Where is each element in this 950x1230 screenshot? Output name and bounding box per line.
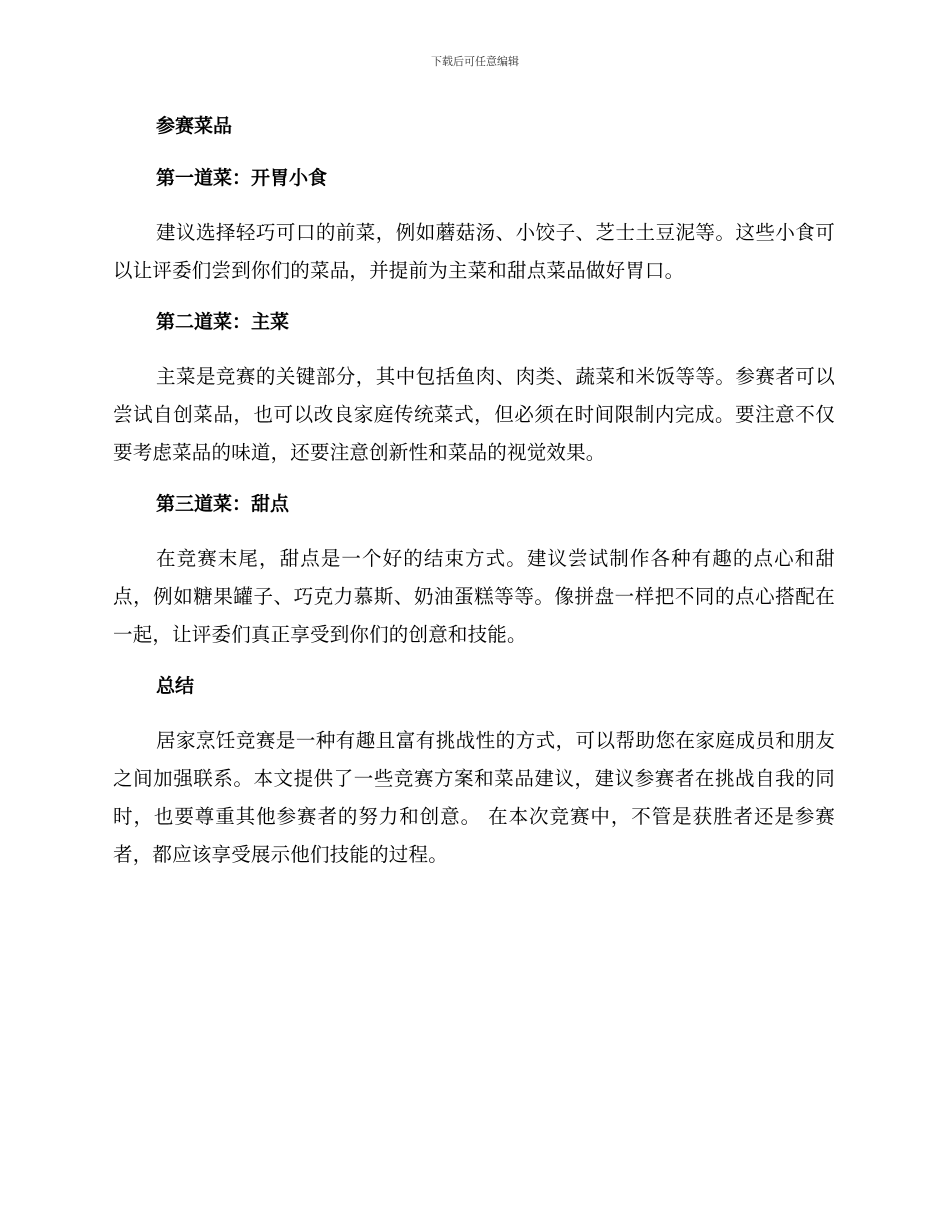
- course2-paragraph: 主菜是竞赛的关键部分，其中包括鱼肉、肉类、蔬菜和米饭等等。参赛者可以尝试自创菜品，也可以改良家庭传统菜式，但必须在时间限制内完成。要注意不仅要考虑菜品的味道，还要注意创新性和菜品的视觉效果。: [113, 365, 835, 464]
- course1-paragraph: 建议选择轻巧可口的前菜，例如蘑菇汤、小饺子、芝士土豆泥等。这些小食可以让评委们尝到你们的菜品，并提前为主菜和甜点菜品做好胃口。: [113, 221, 835, 282]
- summary-title: 总结: [156, 675, 195, 697]
- summary-paragraph: 居家烹饪竞赛是一种有趣且富有挑战性的方式，可以帮助您在家庭成员和朋友之间加强联系。本文提供了一些竞赛方案和菜品建议，建议参赛者在挑战自我的同时，也要尊重其他参赛者的努力和创意。 在本次竞赛中，不管是获胜者还是参赛者，都应该享受展示他们技能的过程。: [113, 729, 835, 866]
- course2-title: 第二道菜：主菜: [156, 311, 290, 333]
- document-body: [113, 110, 835, 890]
- header-note: 下载后可任意编辑: [431, 55, 519, 68]
- course3-paragraph: 在竞赛末尾，甜点是一个好的结束方式。建议尝试制作各种有趣的点心和甜点，例如糖果罐子、巧克力慕斯、奶油蛋糕等等。像拼盘一样把不同的点心搭配在一起，让评委们真正享受到你们的创意和技能。: [113, 547, 835, 646]
- course3-title: 第三道菜：甜点: [156, 493, 290, 515]
- section-heading-entries: 参赛菜品: [156, 115, 233, 137]
- course1-title: 第一道菜：开胃小食: [156, 167, 328, 189]
